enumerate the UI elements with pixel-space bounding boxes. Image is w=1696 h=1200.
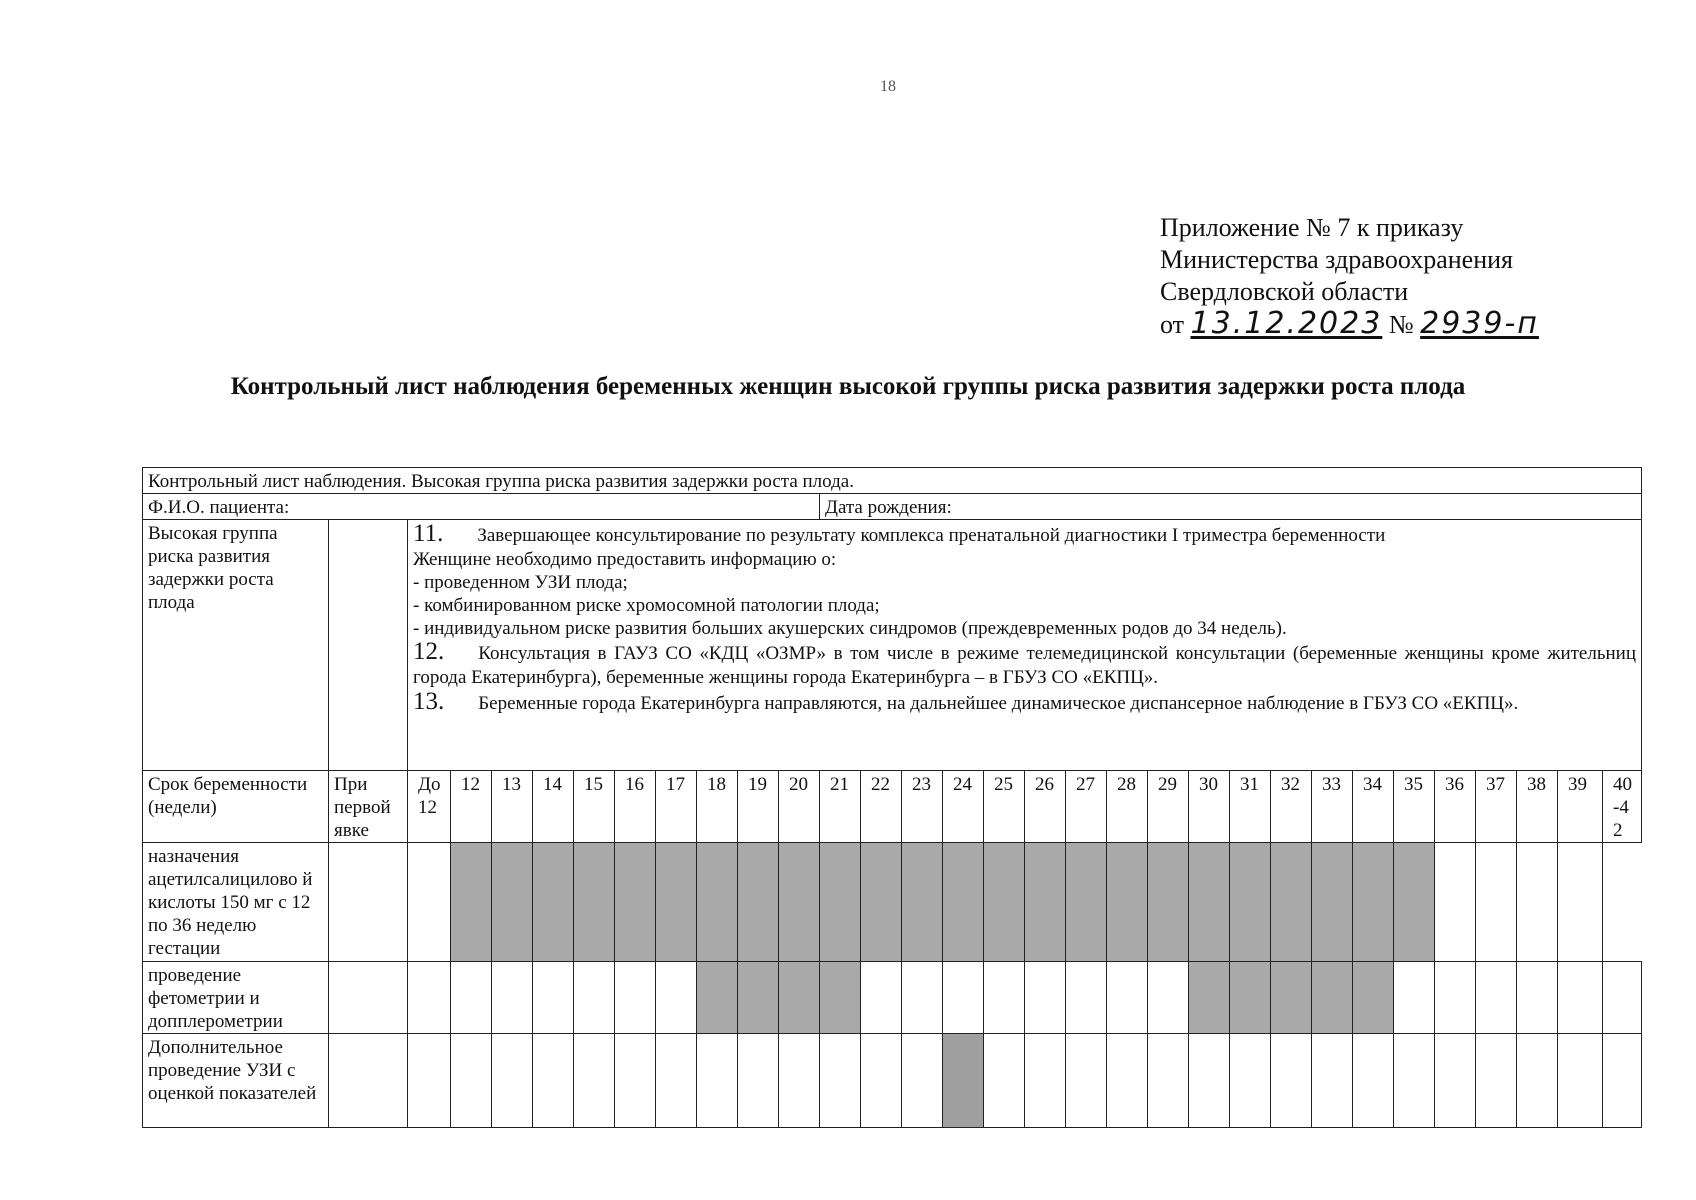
item-12-text: Консультация в ГАУЗ СО «КДЦ «ОЗМР» в том числе в режиме телемедицинской консультации (беременные женщины кроме жительниц города Екатеринбурга), беременные женщины города Екатеринбурга – в ГБУЗ СО «ЕКПЦ».: [413, 643, 1636, 688]
term-label-cell: Срок беременности (недели): [143, 771, 329, 843]
item-11-bullet-1: - проведенном УЗИ плода;: [413, 572, 628, 593]
week-mark: [615, 962, 656, 1034]
week-mark-shaded: [656, 843, 697, 962]
item-13-number: 13.: [413, 688, 445, 715]
week-mark: [943, 962, 984, 1034]
instructions-cell: [408, 520, 1642, 771]
week-mark: [902, 1034, 943, 1128]
week-mark-shaded: [820, 962, 861, 1034]
week-mark: [1107, 962, 1148, 1034]
week-mark: [615, 1034, 656, 1128]
risk-group-cell: Высокая группа риска развития задержки роста плода: [143, 520, 329, 771]
week-header: 22: [861, 771, 902, 843]
week-mark: [861, 962, 902, 1034]
week-mark: [1353, 1034, 1394, 1128]
from-label: от: [1160, 310, 1185, 339]
week-mark: [1066, 1034, 1107, 1128]
week-mark: [861, 1034, 902, 1128]
handwritten-number: 2939-п: [1420, 306, 1539, 341]
week-mark: [492, 962, 533, 1034]
week-mark: [738, 1034, 779, 1128]
week-mark: [1025, 1034, 1066, 1128]
week-mark-shaded: [738, 962, 779, 1034]
week-mark: [1603, 1034, 1642, 1128]
week-header: 18: [697, 771, 738, 843]
week-header: 24: [943, 771, 984, 843]
week-mark: [1476, 1034, 1517, 1128]
week-mark: [408, 843, 451, 962]
week-mark: [656, 962, 697, 1034]
week-header: 16: [615, 771, 656, 843]
week-mark: [408, 962, 451, 1034]
week-header: 12: [451, 771, 492, 843]
week-mark: [1312, 1034, 1353, 1128]
week-header: 31: [1230, 771, 1271, 843]
birth-date-cell: Дата рождения:: [820, 494, 1642, 520]
week-mark-shaded: [902, 843, 943, 962]
week-header: 19: [738, 771, 779, 843]
week-mark: [408, 1034, 451, 1128]
week-mark: [1025, 962, 1066, 1034]
appendix-stamp: [1160, 212, 1539, 341]
week-header: 21: [820, 771, 861, 843]
week-header: 36: [1435, 771, 1476, 843]
week-header: 40-42: [1603, 771, 1642, 843]
week-mark-shaded: [861, 843, 902, 962]
observation-table: [142, 467, 1642, 1128]
week-mark-shaded: [615, 843, 656, 962]
week-header: 30: [1189, 771, 1230, 843]
week-mark-shaded: [1271, 962, 1312, 1034]
week-header: 38: [1517, 771, 1558, 843]
document-title: Контрольный лист наблюдения беременных женщин высокой группы риска развития задержки роста плода: [230, 373, 1466, 400]
week-mark: [902, 962, 943, 1034]
item-13: [413, 690, 1636, 716]
item-11: [413, 522, 1636, 548]
week-mark-shaded: [697, 843, 738, 962]
week-mark: [1476, 962, 1517, 1034]
week-mark: [1558, 1034, 1603, 1128]
week-header: 14: [533, 771, 574, 843]
item-11-number: 11.: [413, 520, 444, 547]
week-mark: [1148, 1034, 1189, 1128]
week-header: 23: [902, 771, 943, 843]
week-mark: [1476, 843, 1517, 962]
week-header: 29: [1148, 771, 1189, 843]
item-11-intro: Женщине необходимо предоставить информацию о:: [413, 549, 837, 570]
week-mark: [779, 1034, 820, 1128]
item-13-text: Беременные города Екатеринбурга направляются, на дальнейшее динамическое диспансерное наблюдение в ГБУЗ СО «ЕКПЦ».: [478, 693, 1519, 714]
week-mark: [574, 1034, 615, 1128]
first-visit-mark: [329, 1034, 408, 1128]
week-mark: [1148, 962, 1189, 1034]
item-11-bullet-3: - индивидуальном риске развития больших акушерских синдромов (преждевременных родов до 34 недель).: [413, 618, 1287, 639]
week-mark: [533, 1034, 574, 1128]
appendix-line-3: Свердловской области: [1160, 277, 1409, 306]
appendix-line-4: [1160, 308, 1539, 341]
week-mark: [451, 1034, 492, 1128]
week-mark: [697, 1034, 738, 1128]
week-mark: [984, 1034, 1025, 1128]
week-mark: [820, 1034, 861, 1128]
week-mark-shaded: [492, 843, 533, 962]
page-number: 18: [880, 78, 896, 95]
week-mark: [984, 962, 1025, 1034]
week-header: 37: [1476, 771, 1517, 843]
week-mark-shaded: [533, 843, 574, 962]
row-label-fetometry: проведение фетометрии и допплерометрии: [143, 962, 329, 1034]
week-mark-shaded: [984, 843, 1025, 962]
week-mark-shaded: [1189, 843, 1230, 962]
week-mark: [1517, 843, 1558, 962]
week-header: 15: [574, 771, 615, 843]
week-mark: [1394, 962, 1435, 1034]
week-mark-shaded: [451, 843, 492, 962]
week-mark-shaded: [1230, 962, 1271, 1034]
week-mark: [1271, 1034, 1312, 1128]
week-mark: [1435, 843, 1476, 962]
week-mark-shaded: [1312, 843, 1353, 962]
week-mark-shaded: [738, 843, 779, 962]
week-mark: [492, 1034, 533, 1128]
week-mark-shaded: [697, 962, 738, 1034]
week-header: 33: [1312, 771, 1353, 843]
week-mark: [451, 962, 492, 1034]
handwritten-date: 13.12.2023: [1190, 306, 1383, 341]
table-header: Контрольный лист наблюдения. Высокая группа риска развития задержки роста плода.: [143, 468, 1642, 494]
week-mark-shaded: [943, 843, 984, 962]
week-mark: [1435, 1034, 1476, 1128]
number-label: №: [1388, 310, 1414, 339]
week-mark: [1435, 962, 1476, 1034]
first-visit-mark: [329, 843, 408, 962]
item-11-bullet-2: - комбинированном риске хромосомной патологии плода;: [413, 595, 880, 616]
week-header: 34: [1353, 771, 1394, 843]
week-mark-shaded: [779, 843, 820, 962]
week-mark: [1558, 843, 1603, 962]
week-header: 26: [1025, 771, 1066, 843]
week-mark-shaded: [1312, 962, 1353, 1034]
week-mark: [1517, 1034, 1558, 1128]
week-mark: [1189, 1034, 1230, 1128]
patient-name-cell: Ф.И.О. пациента:: [143, 494, 820, 520]
week-header: 27: [1066, 771, 1107, 843]
week-header: 25: [984, 771, 1025, 843]
week-mark-shaded: [1107, 843, 1148, 962]
appendix-line-1: Приложение № 7 к приказу: [1160, 213, 1464, 242]
week-header: 32: [1271, 771, 1312, 843]
week-mark-shaded: [1353, 843, 1394, 962]
week-mark: [1603, 962, 1642, 1034]
first-visit-mark: [329, 962, 408, 1034]
week-mark: [1517, 962, 1558, 1034]
week-mark: [1558, 962, 1603, 1034]
week-mark-shaded: [779, 962, 820, 1034]
week-header: 13: [492, 771, 533, 843]
week-mark: [574, 962, 615, 1034]
item-12: [413, 640, 1636, 690]
empty-cell: [329, 520, 408, 771]
first-visit-cell: При первой явке: [329, 771, 408, 843]
row-label-ultrasound: Дополнительное проведение УЗИ с оценкой показателей: [143, 1034, 329, 1128]
week-header: 28: [1107, 771, 1148, 843]
week-mark-shaded: [1148, 843, 1189, 962]
week-mark-shaded: [1353, 962, 1394, 1034]
week-mark: [1394, 1034, 1435, 1128]
week-mark-shaded: [1189, 962, 1230, 1034]
week-mark-shaded: [574, 843, 615, 962]
week-mark-shaded: [1025, 843, 1066, 962]
week-mark-shaded: [820, 843, 861, 962]
week-header: 35: [1394, 771, 1435, 843]
week-mark-shaded: [1394, 843, 1435, 962]
week-header: 20: [779, 771, 820, 843]
week-mark-shaded: [1066, 843, 1107, 962]
week-header: 17: [656, 771, 697, 843]
week-mark-shaded: [943, 1034, 984, 1128]
week-mark: [656, 1034, 697, 1128]
week-header: До 12: [408, 771, 451, 843]
week-header: 39: [1558, 771, 1603, 843]
item-11-text: Завершающее консультирование по результату комплекса пренатальной диагностики I триместра беременности: [477, 525, 1386, 546]
week-mark-shaded: [1230, 843, 1271, 962]
week-mark: [1230, 1034, 1271, 1128]
item-12-number: 12.: [413, 638, 445, 665]
row-label-aspirin: назначения ацетилсалицилово й кислоты 150 мг с 12 по 36 неделю гестации: [143, 843, 329, 962]
appendix-line-2: Министерства здравоохранения: [1160, 245, 1513, 274]
week-mark: [1066, 962, 1107, 1034]
week-mark-shaded: [1271, 843, 1312, 962]
week-mark: [1107, 1034, 1148, 1128]
week-mark: [533, 962, 574, 1034]
